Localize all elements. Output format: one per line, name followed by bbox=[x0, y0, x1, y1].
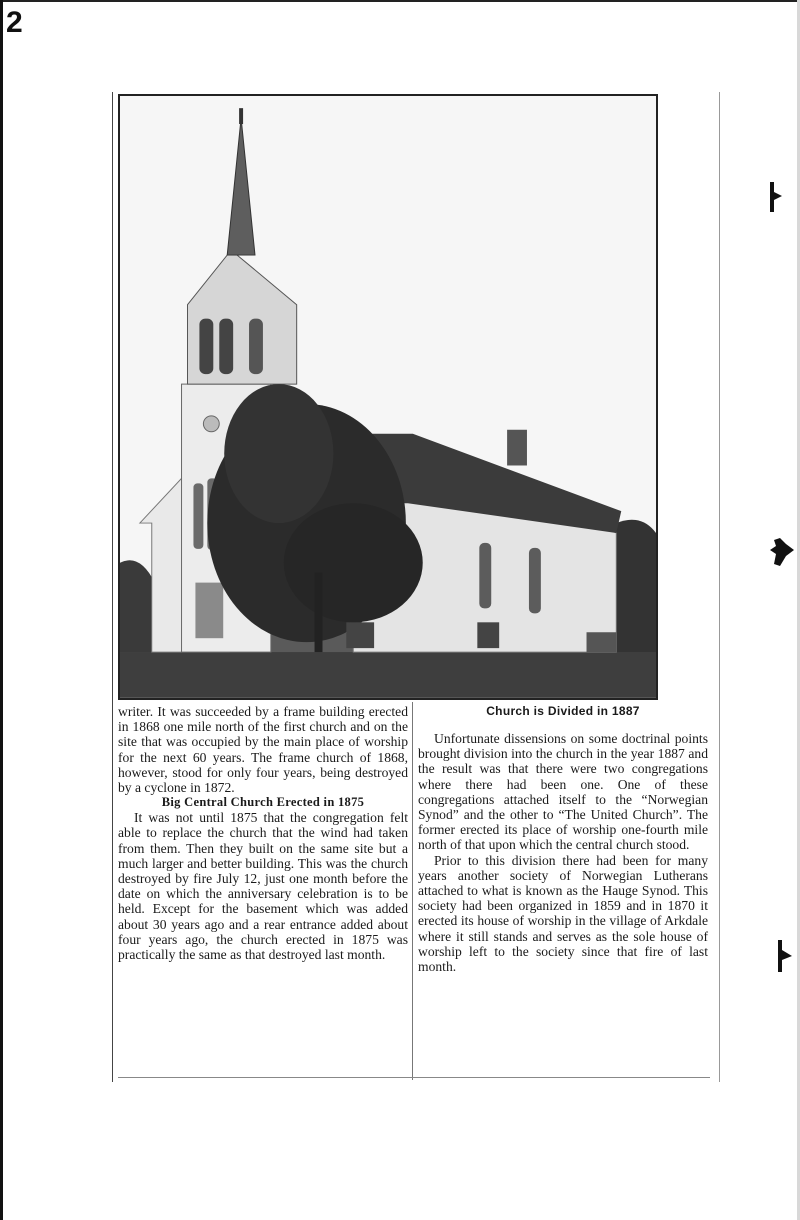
left-subhead: Big Central Church Erected in 1875 bbox=[161, 795, 365, 810]
article-right-column bbox=[418, 704, 708, 974]
right-paragraph-1: Unfortunate dissensions on some doctrinal points brought division into the church in the year 1887 and the result was that there were two congregations where there had been one. One of these congregations attached itself to the “Norwegian Synod” and the other to “The United Church”. The former erected its place of worship one-fourth mile north of that upon which the central church stood. bbox=[418, 731, 708, 853]
church-chimney bbox=[507, 430, 527, 466]
page-number: 2 bbox=[6, 6, 23, 39]
spire-finial bbox=[239, 108, 243, 124]
left-paragraph-2: It was not until 1875 that the congregation felt able to replace the church that the wind had taken from them. Then they built on the same site but a much larger and better building. This was the church destroyed by fire July 12, just one month before the date on which the anniversary celebration is to be held. Except for the basement which was added about 30 years ago and a rear entrance added about four years ago, the church erected in 1875 was practically the same as that destroyed last month. bbox=[118, 810, 408, 963]
church-photo-illustration bbox=[120, 96, 656, 698]
page-edge-left bbox=[0, 0, 3, 1220]
nave-window-1 bbox=[479, 543, 491, 609]
nave-window-2 bbox=[529, 548, 541, 614]
church-photo bbox=[118, 94, 658, 700]
front-tree-trunk bbox=[315, 573, 323, 652]
page-edge-top bbox=[0, 0, 800, 2]
margin-punch-mark-1 bbox=[762, 180, 786, 214]
clipping-bottom-rule bbox=[118, 1077, 710, 1078]
tower-clock bbox=[203, 416, 219, 432]
article-left-column bbox=[118, 704, 408, 962]
margin-punch-mark-2 bbox=[766, 536, 796, 570]
right-subhead: Church is Divided in 1887 bbox=[486, 704, 640, 718]
left-paragraph-1: writer. It was succeeded by a frame building erected in 1868 one mile north of the first church and on the site that was occupied by the main place of worship for the next 60 years. The frame church of 1868, however, stood for only four years, being destroyed by a cyclone in 1872. bbox=[118, 704, 408, 796]
right-paragraph-2: Prior to this division there had been for many years another society of Norwegian Lutherans attached to what is known as the Hauge Synod. This society had been organized in 1859 and in 1870 it erected its house of worship in the village of Arkdale where it still stands and serves as the sole house of worship left to the society since that fire of last month. bbox=[418, 852, 708, 975]
church-door bbox=[195, 583, 223, 639]
margin-punch-mark-3 bbox=[770, 938, 794, 974]
background-tree-right bbox=[616, 520, 656, 652]
column-divider bbox=[412, 702, 413, 1080]
